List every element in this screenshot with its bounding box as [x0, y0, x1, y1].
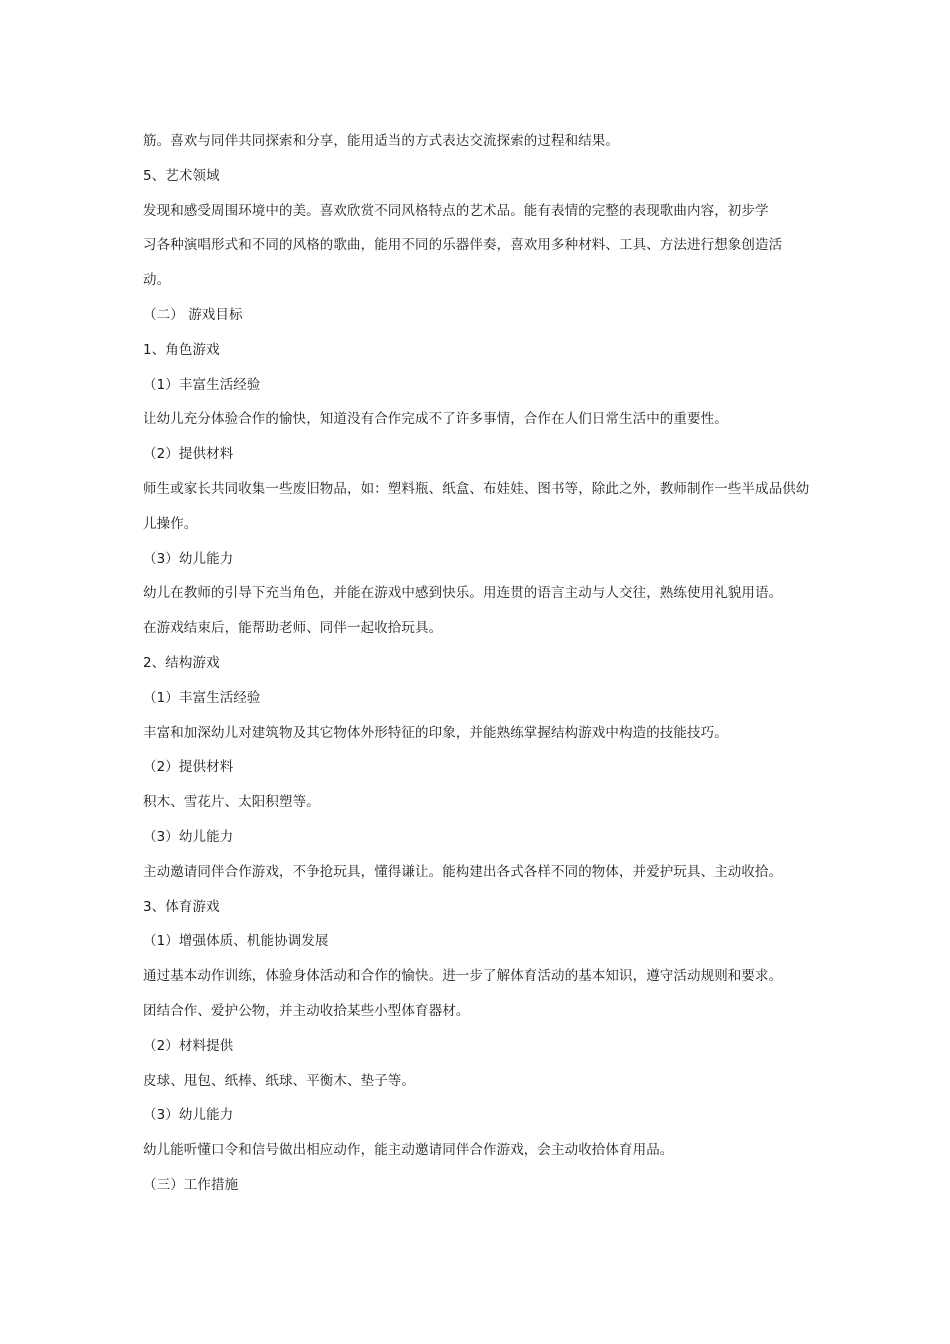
paragraph-line: 幼儿能听懂口令和信号做出相应动作，能主动邀请同伴合作游戏，会主动收拾体育用品。 — [143, 1142, 674, 1159]
paragraph-line: 发现和感受周围环境中的美。喜欢欣赏不同风格特点的艺术品。能有表情的完整的表现歌曲内容，初步学 — [143, 202, 769, 219]
paragraph-line: 团结合作、爱护公物，并主动收拾某些小型体育器材。 — [143, 1002, 470, 1019]
paragraph-line: 积木、雪花片、太阳积塑等。 — [143, 794, 320, 811]
document-page — [143, 124, 815, 1203]
subsection-heading: （2）材料提供 — [143, 1037, 234, 1054]
paragraph-line: 动。 — [143, 272, 171, 289]
section-heading: （三）工作措施 — [143, 1176, 239, 1193]
paragraph-line: 师生或家长共同收集一些废旧物品，如：塑料瓶、纸盒、布娃娃、图书等，除此之外，教师制作一些半成品供幼 — [143, 480, 810, 497]
subsection-heading: （1）增强体质、机能协调发展 — [143, 933, 329, 950]
subsection-heading: （1）丰富生活经验 — [143, 689, 261, 706]
paragraph-line: 儿操作。 — [143, 515, 198, 532]
paragraph-line: 丰富和加深幼儿对建筑物及其它物体外形特征的印象，并能熟练掌握结构游戏中构造的技能技巧。 — [143, 724, 728, 741]
paragraph-line: 皮球、甩包、纸棒、纸球、平衡木、垫子等。 — [143, 1072, 415, 1089]
subsection-heading: （3）幼儿能力 — [143, 1107, 234, 1124]
paragraph-line: 主动邀请同伴合作游戏，不争抢玩具，懂得谦让。能构建出各式各样不同的物体，并爱护玩具、主动收拾。 — [143, 863, 783, 880]
paragraph-line: 在游戏结束后，能帮助老师、同伴一起收拾玩具。 — [143, 620, 443, 637]
paragraph-line: 让幼儿充分体验合作的愉快，知道没有合作完成不了许多事情，合作在人们日常生活中的重要性。 — [143, 411, 728, 428]
paragraph-line: 幼儿在教师的引导下充当角色，并能在游戏中感到快乐。用连贯的语言主动与人交往，熟练使用礼貌用语。 — [143, 585, 783, 602]
subsection-heading: （1）丰富生活经验 — [143, 376, 261, 393]
paragraph-line: 通过基本动作训练，体验身体活动和合作的愉快。进一步了解体育活动的基本知识，遵守活动规则和要求。 — [143, 968, 783, 985]
subsection-heading: （2）提供材料 — [143, 759, 234, 776]
subsection-heading: （3）幼儿能力 — [143, 828, 234, 845]
section-heading: （二） 游戏目标 — [143, 306, 243, 323]
paragraph-line: 习各种演唱形式和不同的风格的歌曲，能用不同的乐器伴奏，喜欢用多种材料、工具、方法进行想象创造活 — [143, 237, 783, 254]
section-heading: 3、体育游戏 — [143, 898, 220, 915]
section-heading: 2、结构游戏 — [143, 654, 220, 671]
subsection-heading: （2）提供材料 — [143, 446, 234, 463]
section-heading: 1、角色游戏 — [143, 341, 220, 358]
paragraph-line: 筋。喜欢与同伴共同探索和分享，能用适当的方式表达交流探索的过程和结果。 — [143, 133, 619, 149]
section-heading: 5、艺术领域 — [143, 167, 220, 184]
subsection-heading: （3）幼儿能力 — [143, 550, 234, 567]
